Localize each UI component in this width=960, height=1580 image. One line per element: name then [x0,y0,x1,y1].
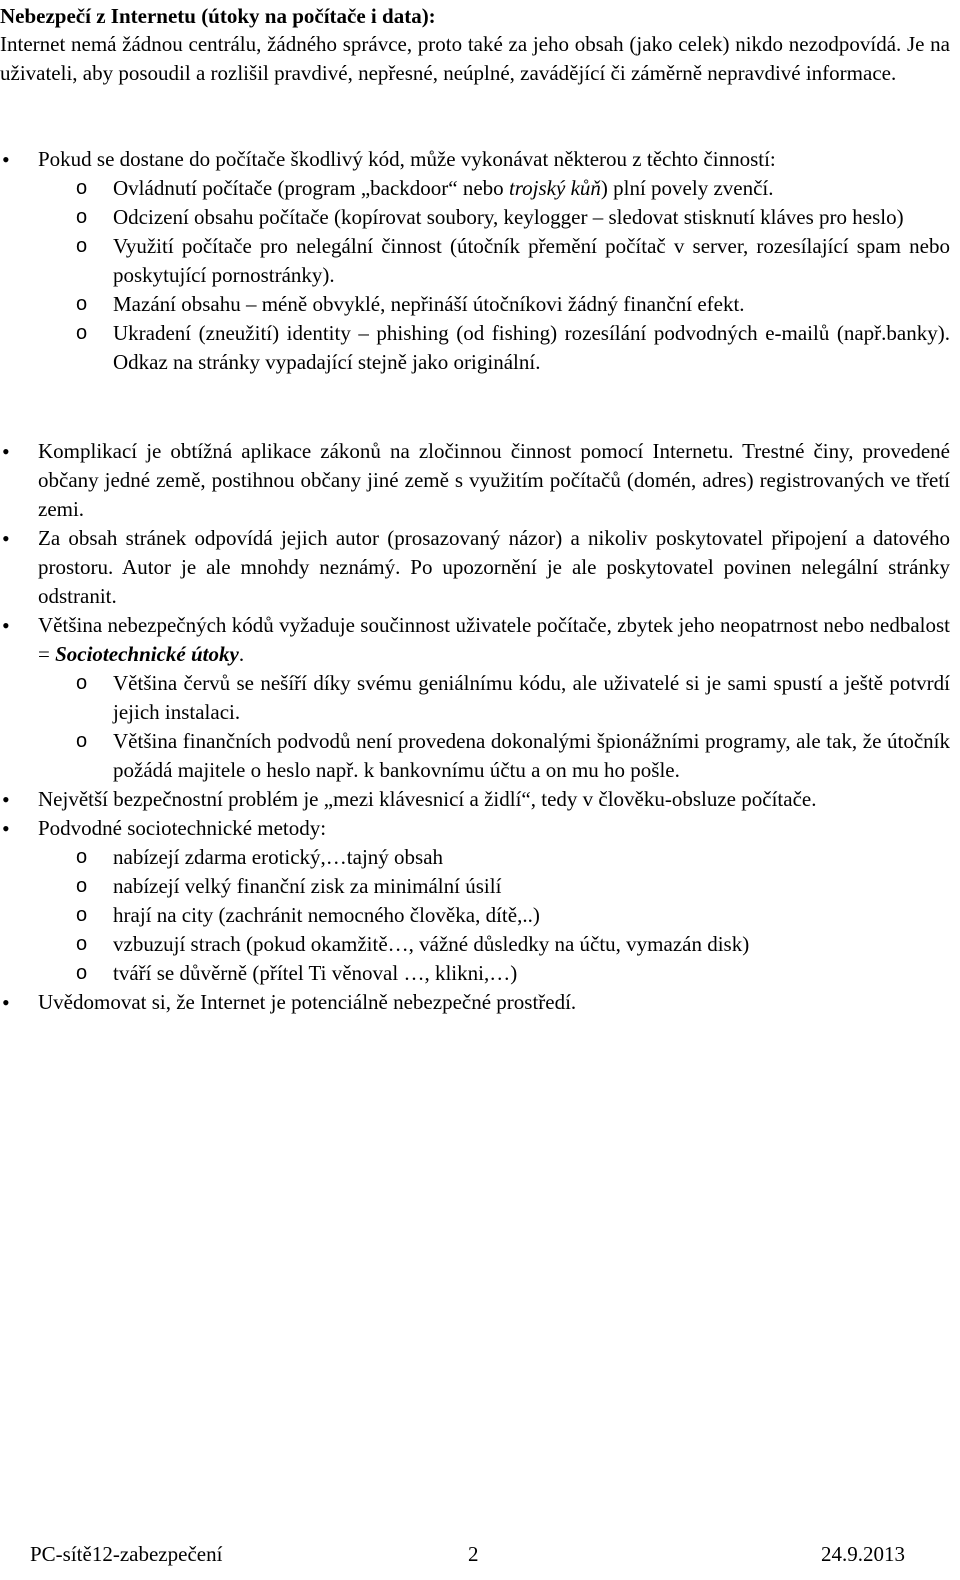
sub-list-item: o Ukradení (zneužití) identity – phishing (od fishing) rozesílání podvodných e-mailů (např.banky). Odkaz na stránky vypadající stejně jako originální. [0,319,950,377]
trojan-term: trojský kůň [508,176,601,200]
list-item-text: Pokud se dostane do počítače škodlivý kód, může vykonávat některou z těchto činností: [38,147,776,171]
sub-list-item: o Ovládnutí počítače (program „backdoor“ nebo trojský kůň) plní povely zvenčí. [0,174,950,203]
sub-list-item: o nabízejí velký finanční zisk za minimální úsilí [0,872,950,901]
list-item: • Největší bezpečnostní problém je „mezi klávesnicí a židlí“, tedy v člověku-obsluze počítače. [0,785,950,814]
sociotechnical-sublist [38,669,950,785]
list-item: • Většina nebezpečných kódů vyžaduje součinnost uživatele počítače, zbytek jeho neopatrnost nebo nedbalost = Sociotechnické útoky. o Většina červů se nešíří díky svému geniálnímu kódu, ale uživatelé si je sami spustí a ještě potvrdí jejich instalaci. o Většina finančních podvodů není provedena dokonalými špionážními programy, ale tak, že útočník požádá majitele o heslo např. k bankovnímu účtu a on mu ho pošle. [0,611,950,785]
sociotechnical-attacks-term: Sociotechnické útoky [55,642,239,666]
footer-date: 24.9.2013 [821,1542,905,1566]
sub-list-item: o hrají na city (zachránit nemocného člověka, dítě,..) [0,901,950,930]
list-item: • Podvodné sociotechnické metody: o nabízejí zdarma erotický,…tajný obsah o nabízejí velký finanční zisk za minimální úsilí o hrají na city (zachránit nemocného člověka, dítě,..) o vzbuzují strach (pokud okamžitě…, vážné důsledky na účtu, vymazán disk) o tváří se důvěrně (přítel Ti věnoval …, klikni,…) [0,814,950,988]
intro-paragraph: Internet nemá žádnou centrálu, žádného správce, proto také za jeho obsah (jako celek) nikdo nezodpovídá. Je na uživateli, aby posoudil a rozlišil pravdivé, nepřesné, neúplné, zavádějící či záměrně nepravdivé informace. [0,32,950,85]
list-item: • Komplikací je obtížná aplikace zákonů na zločinnou činnost pomocí Internetu. Trestné činy, provedené občany jedné země, postihnou občany jiné země s využitím počítačů (domén, adres) registrovaných ve třetí zemi. [0,437,950,524]
footer-page-number: 2 [468,1542,479,1566]
sub-list-item: o Využití počítače pro nelegální činnost (útočník přemění počítač v server, rozesílající spam nebo poskytující pornostránky). [0,232,950,290]
list-item: • Za obsah stránek odpovídá jejich autor (prosazovaný názor) a nikoliv poskytovatel připojení a datového prostoru. Autor je ale mnohdy neznámý. Po upozornění je ale poskytovatel povinen nelegální stránky odstranit. [0,524,950,611]
sub-list-item: o Většina finančních podvodů není provedena dokonalými špionážními programy, ale tak, že útočník požádá majitele o heslo např. k bankovnímu účtu a on mu ho pošle. [0,727,950,785]
list-item: • Uvědomovat si, že Internet je potenciálně nebezpečné prostředí. [0,988,950,1017]
list-item [0,145,950,377]
main-list [0,437,950,1017]
sub-list-item: o Odcizení obsahu počítače (kopírovat soubory, keylogger – sledovat stisknutí kláves pro heslo) [0,203,950,232]
sub-list-item: o tváří se důvěrně (přítel Ti věnoval …, klikni,…) [0,959,950,988]
sub-list-item: o Většina červů se nešíří díky svému geniálnímu kódu, ale uživatelé si je sami spustí a ještě potvrdí jejich instalaci. [0,669,950,727]
sub-list-item: o vzbuzují strach (pokud okamžitě…, vážné důsledky na účtu, vymazán disk) [0,930,950,959]
sub-list-item: o Mazání obsahu – méně obvyklé, nepřináší útočníkovi žádný finanční efekt. [0,290,950,319]
threats-sublist [38,174,950,377]
fraud-methods-sublist [38,843,950,988]
sub-list-item: o nabízejí zdarma erotický,…tajný obsah [0,843,950,872]
page-heading: Nebezpečí z Internetu (útoky na počítače i data): [0,4,436,28]
threats-list [0,145,950,377]
footer-document-name: PC-sítě12-zabezpečení [30,1542,223,1566]
